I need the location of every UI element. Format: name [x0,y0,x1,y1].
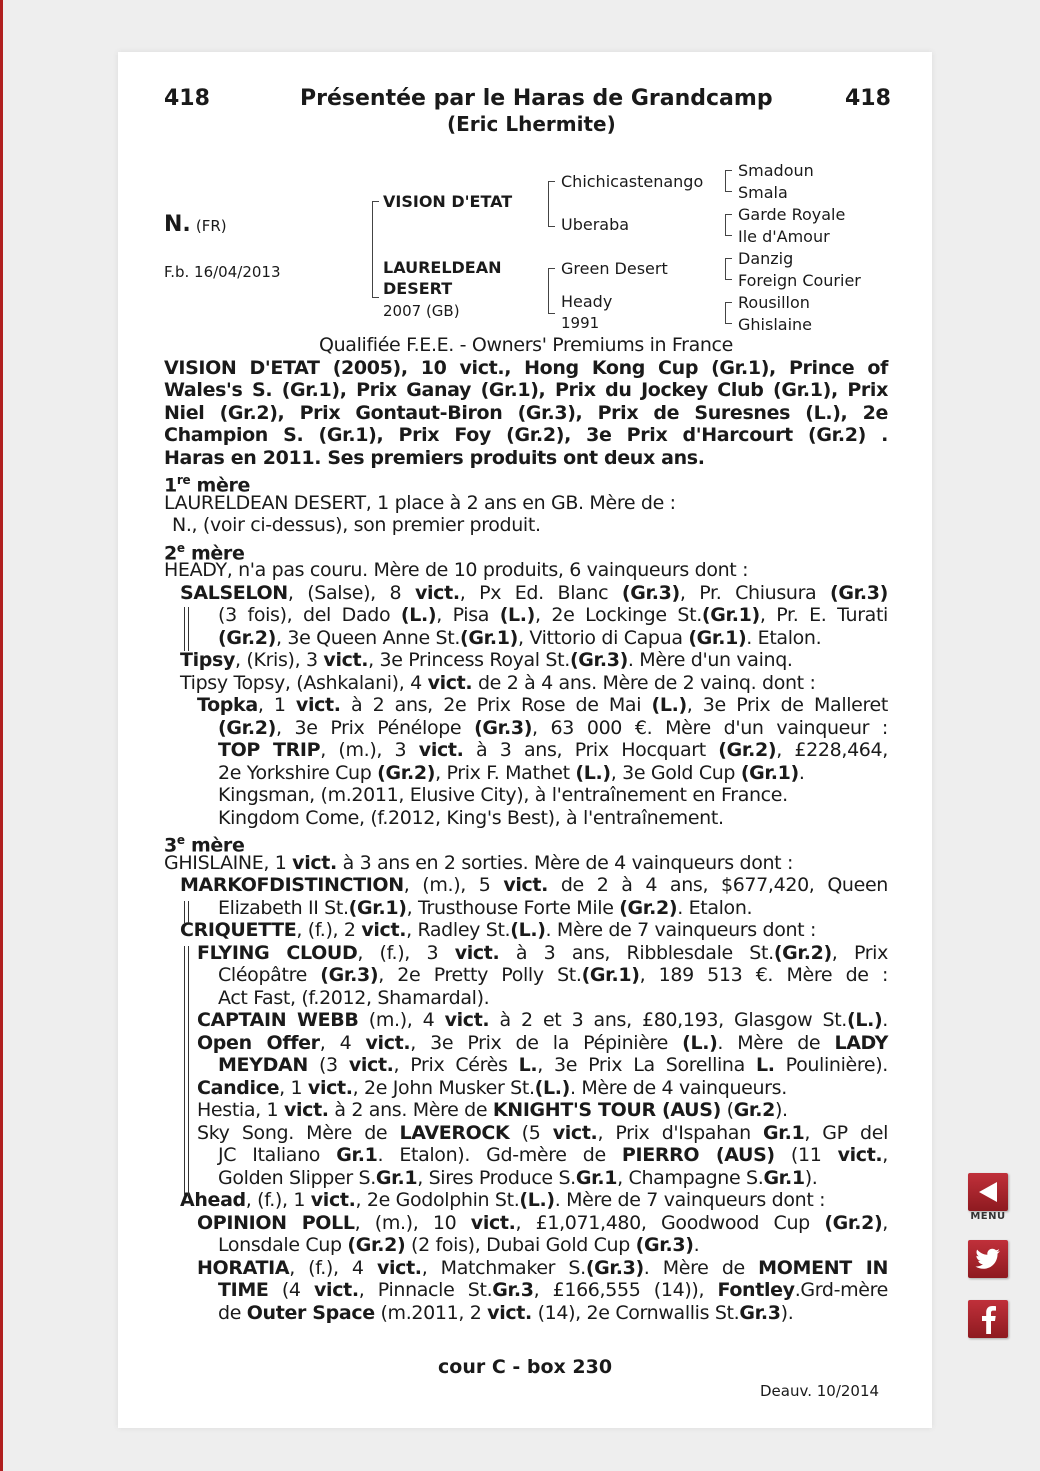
pedigree-bracket-ss [725,170,732,192]
text-run-bold: vict. [470,1211,516,1234]
pedigree-bracket-dd [725,302,732,324]
second-dam-record: HEADY, n'a pas couru. Mère de 10 produits, 6 vainqueurs dont : [164,559,749,581]
text-run: , (f.), 3 [357,941,455,964]
text-run: ). [774,1099,788,1121]
text-run: , (f.), 4 [289,1256,377,1279]
text-run: . Etalon). Gd-mère de [377,1144,622,1166]
pedigree-dd-sire: Rousillon [738,293,810,312]
text-run: à 3 ans, Ribblesdale St. [499,941,774,964]
heading-suffix: e [176,540,185,555]
heading-word: mère [190,834,245,857]
text-run: , 3e Prix Pénélope [275,716,475,739]
text-run: , (f.), 1 [245,1189,311,1211]
text-run-bold: (Gr.2) [718,739,777,761]
text-run: JC Italiano [218,1144,337,1166]
lot-number-left: 418 [164,86,210,111]
text-run-bold: (Gr.2) [824,1211,883,1234]
text-run: , Champagne S. [617,1166,764,1189]
text-run: , £1,071,480, Goodwood Cup [515,1211,825,1234]
text-run-bold: Gr.1 [375,1166,418,1189]
text-run-bold: LADY [834,1031,888,1054]
text-run: (2 fois), Dubai Gold Cup [405,1234,636,1256]
pedigree-sire-dam: Uberaba [561,215,630,234]
sire-record-line: Haras en 2011. Ses premiers produits ont deux ans. [164,446,705,469]
text-run: , (Kris), 3 [235,649,324,671]
heading-number: 1 [164,474,177,497]
text-run-bold: vict. [503,874,549,896]
text-run: , Prix d'Ispahan [597,1121,764,1144]
text-run-bold: (Gr.1) [581,964,640,986]
produce-line [164,942,888,965]
pedigree-sd-sire: Garde Royale [738,205,846,224]
first-dam-heading [164,469,888,497]
produce-line [164,1122,888,1145]
text-run: , 3e Prix de Malleret [686,694,888,716]
text-run-bold: (Gr.3) [830,581,889,604]
text-run: , 2e Pretty Polly St. [378,964,582,986]
produce-markofdistinction [164,874,888,919]
text-run-bold: (Gr.3) [585,1256,644,1279]
text-run-bold: vict. [427,671,473,694]
text-run-bold: L. [518,1054,538,1076]
text-run: , £228,464, [776,739,888,761]
text-run-bold: vict. [365,1031,411,1054]
text-run-bold: TOP TRIP [218,739,321,761]
text-run: , 2e Godolphin St. [355,1189,520,1211]
text-run-bold: (L.) [510,919,546,941]
produce-ahead [164,1189,888,1212]
produce-bar [184,901,189,923]
text-run-bold: Fontley [717,1279,795,1301]
produce-line [164,807,888,830]
text-run-bold: (L.) [534,1076,570,1099]
text-run: (14), 2e Cornwallis St. [531,1301,740,1324]
third-dam-heading [164,829,888,857]
produce-line [164,1077,888,1100]
text-run: Cléopâtre [218,964,321,986]
text-run: (4 [268,1279,315,1301]
text-run-bold: vict. [310,1189,356,1211]
text-run-bold: (Gr.2) [377,761,436,784]
pedigree-ds-sire: Danzig [738,249,794,268]
text-run: , Pinnacle St. [358,1279,493,1301]
text-run: Hestia, 1 [197,1099,284,1121]
text-run: (11 [774,1144,838,1166]
text-run: , (m.), 10 [354,1211,471,1234]
text-run-bold: (Gr.2) [218,716,276,739]
text-run: . Mère de 4 vainqueurs. [569,1076,787,1099]
text-run: , (m.), 3 [320,739,419,761]
pedigree-sd-dam: Ile d'Amour [738,227,830,246]
text-run: . [882,1009,888,1031]
text-run-bold: FLYING CLOUD [197,941,358,964]
text-run: , Pisa [436,604,500,626]
text-run: , £166,555 (14)), [533,1279,718,1301]
text-run: de 2 à 4 ans, $677,420, Queen [548,874,888,896]
produce-salselon [164,582,888,650]
text-run: .Grd-mère [794,1279,888,1301]
produce-flying-cloud [164,942,888,1010]
text-run-bold: Topka [197,694,258,716]
horse-country: (FR) [195,217,227,235]
pedigree-dam-dam: Heady [561,292,613,311]
produce-hestia [164,1099,888,1122]
produce-line [164,1302,888,1325]
menu-label: MENU [970,1211,1006,1222]
text-run: à 2 ans, 2e Prix Rose de Mai [340,694,652,716]
text-run-bold: KNIGHT'S TOUR (AUS) [492,1099,721,1121]
text-run: Act Fast, (f.2012, Shamardal). [218,986,490,1009]
text-run: , Pr. Chiusura [679,581,831,604]
produce-line [164,1167,888,1190]
text-run: , 1 [257,694,296,716]
facebook-icon [978,1304,998,1334]
horse-details: F.b. 16/04/2013 [164,263,281,281]
produce-line [164,964,888,987]
sale-reference: Deauv. 10/2014 [760,1382,880,1400]
pedigree-bracket-dam [548,268,555,314]
produce-line [164,1032,888,1055]
produce-horatia [164,1257,888,1325]
text-run-bold: (Gr.3) [635,1234,694,1256]
text-run: , Prix F. Mathet [435,761,576,784]
text-run: à 3 ans, Prix Hocquart [463,739,719,761]
text-run-bold: vict. [348,1054,394,1076]
text-run: Lonsdale Cup [218,1234,348,1256]
text-run-bold: Candice [197,1076,280,1099]
produce-line [164,1234,888,1257]
text-run-bold: OPINION POLL [197,1211,355,1234]
text-run-bold: (Gr.3) [320,964,379,986]
text-run: Kingsman, (m.2011, Elusive City), à l'entraînement en France. [218,784,788,806]
text-run-bold: vict. [307,1076,353,1099]
catalogue-body [164,334,888,1324]
first-dam-produce: N., (voir ci-dessus), son premier produit. [172,514,541,536]
text-run-bold: vict. [292,851,337,874]
text-run: , Vittorio di Capua [518,626,689,649]
menu-button[interactable] [968,1173,1008,1211]
pedigree-ss-dam: Smala [738,183,788,202]
text-run-bold: (Gr.3) [474,716,533,739]
text-run-bold: vict. [444,1009,490,1031]
produce-line [164,1099,888,1122]
produce-opinion-poll [164,1212,888,1257]
text-run: . Etalon. [677,896,753,919]
pedigree-sire-sire: Chichicastenango [561,172,704,191]
heading-word: mère [196,474,251,497]
produce-topka [164,694,888,829]
produce-line [164,739,888,762]
heading-number: 2 [164,541,177,564]
text-run-bold: (Gr.1) [740,761,799,784]
text-run: Golden Slipper S. [218,1166,376,1189]
produce-tipsy-topsy [164,672,888,695]
text-run-bold: (L.) [651,694,687,716]
text-run-bold: vict. [837,1144,883,1166]
text-run-bold: Outer Space [246,1301,375,1324]
produce-tipsy [164,649,888,672]
text-run-bold: MARKOFDISTINCTION [180,874,404,896]
text-run: , 189 513 €. Mère de : [639,964,889,986]
text-run: , 3e Gold Cup [610,761,741,784]
text-run: , 63 000 €. Mère d'un vainqueur : [532,716,888,739]
text-run: , Prix [831,941,888,964]
text-run: Elizabeth II St. [218,896,349,919]
text-run-bold: Gr.3 [492,1279,534,1301]
text-run: . Mère d'un vainq. [627,649,793,671]
text-run: (3 fois), del Dado [218,604,401,626]
text-run-bold: (L.) [499,604,536,626]
text-run-bold: Open Offer [197,1031,320,1054]
text-run: Sky Song. Mère de [197,1121,400,1144]
text-run: , 3e Queen Anne St. [275,626,461,649]
text-run: (3 [307,1054,349,1076]
pedigree-bracket-sire [548,181,555,227]
text-run-bold: LAVEROCK [399,1121,510,1144]
produce-line [164,717,888,740]
produce-line [164,1144,888,1167]
text-run-bold: Gr.1 [336,1144,378,1166]
text-run: , Matchmaker S. [421,1256,586,1279]
text-run: Poulinière). [774,1054,888,1076]
text-run-bold: (Gr.1) [688,626,747,649]
text-run: . Mère de 7 vainqueurs dont : [545,919,817,941]
text-run-bold: TIME [218,1279,269,1301]
text-run-bold: (Gr.1) [460,626,519,649]
text-run-bold: (L.) [519,1189,555,1211]
text-run: , (m.), 5 [403,874,504,896]
text-run-bold: (L.) [682,1031,718,1054]
pedigree-dam-sire: Green Desert [561,259,668,278]
text-run: , Sires Produce S. [417,1166,576,1189]
produce-line [164,694,888,717]
text-run-bold: PIERRO (AUS) [621,1144,775,1166]
text-run-bold: HORATIA [197,1256,290,1279]
heading-word: mère [190,541,245,564]
produce-line [164,1009,888,1032]
pedigree-dam-line2: DESERT [383,279,453,298]
text-run: , Pr. E. Turati [759,604,888,626]
produce-line [164,762,888,785]
text-run-bold: L. [755,1054,775,1076]
produce-criquette [164,919,888,942]
page-subtitle: (Eric Lhermite) [447,112,616,136]
text-run: Kingdom Come, (f.2012, King's Best), à l'entraînement. [218,806,724,829]
produce-open-offer [164,1032,888,1077]
text-run: à 3 ans en 2 sorties. Mère de 4 vainqueurs dont : [336,851,794,874]
text-run: , 3e Princess Royal St. [368,649,570,671]
text-run-bold: (Gr.1) [701,604,760,626]
qualification-note: Qualifiée F.E.E. - Owners' Premiums in France [319,334,733,356]
second-dam-heading [164,537,888,564]
text-run-bold: (Gr.1) [348,896,407,919]
text-run: . [693,1234,700,1256]
text-run: , 2e Lockinge St. [535,604,702,626]
text-run: . Etalon. [746,626,822,649]
text-run: , (Salse), 8 [287,581,415,604]
sire-record-line: Champion S. (Gr.1), Prix Foy (Gr.2), 3e Prix d'Harcourt (Gr.2) . [164,424,888,446]
produce-line [164,897,888,920]
text-run: (m.), 4 [358,1009,445,1031]
text-run: , Prix Cérès [393,1054,519,1076]
produce-line [164,1189,888,1212]
text-run: , GP del [804,1121,889,1144]
text-run-bold: Gr.2 [733,1099,775,1121]
twitter-button[interactable] [968,1240,1008,1278]
text-run: , 3e Prix de la Pépinière [410,1031,683,1054]
pedigree-dam-line1: LAURELDEAN [383,258,502,277]
text-run: de 2 à 4 ans. Mère de 2 vainq. dont : [472,671,816,694]
pedigree-dam-year: 2007 (GB) [383,302,460,320]
pedigree-dd-dam: Ghislaine [738,315,812,334]
produce-line [164,1054,888,1077]
twitter-icon [974,1247,1002,1271]
produce-line [164,1212,888,1235]
text-run: ). [804,1166,818,1189]
produce-line [164,784,888,807]
first-dam-record: LAURELDEAN DESERT, 1 place à 2 ans en GB. Mère de : [164,491,676,514]
pedigree-ss-sire: Smadoun [738,161,814,180]
text-run-bold: vict. [414,581,460,604]
left-accent-rule [0,0,3,1471]
text-run-bold: vict. [454,941,500,964]
text-run: , 1 [279,1076,308,1099]
text-run-bold: vict. [418,739,464,761]
produce-candice [164,1077,888,1100]
text-run: , Px Ed. Blanc [459,581,622,604]
text-run: , Radley St. [406,919,511,941]
text-run: . Mère de [643,1256,759,1279]
produce-line [164,874,888,897]
produce-captain-webb [164,1009,888,1032]
text-run: , [882,1144,888,1166]
text-run-bold: Ahead [180,1189,246,1211]
text-run: , 2e John Musker St. [352,1076,535,1099]
text-run-bold: Gr.1 [763,1121,805,1144]
text-run-bold: (Gr.2) [619,896,678,919]
pedigree-dam-dam-year: 1991 [561,314,600,332]
produce-line [164,649,888,672]
text-run-bold: Gr.1 [763,1166,805,1189]
text-run-bold: (L.) [400,604,437,626]
text-run-bold: vict. [323,649,369,671]
produce-bar [184,946,189,1196]
produce-line [164,582,888,605]
pedigree-bracket-ds [725,258,732,280]
text-run: . [798,761,805,784]
text-run-bold: (Gr.2) [773,941,832,964]
text-run-bold: CAPTAIN WEBB [197,1009,359,1031]
text-run: ( [720,1099,734,1121]
text-run: (m.2011, 2 [374,1301,488,1324]
text-run: . Mère de 7 vainqueurs dont : [554,1189,826,1211]
text-run-bold: vict. [552,1121,598,1144]
box-location: cour C - box 230 [438,1356,613,1378]
text-run: Tipsy Topsy, (Ashkalani), 4 [180,671,428,694]
text-run-bold: (L.) [847,1009,883,1031]
third-dam-record [164,852,888,875]
horse-identity [164,212,227,237]
text-run-bold: vict. [361,919,407,941]
text-run-bold: Gr.1 [575,1166,618,1189]
text-run: . Mère de [717,1031,835,1054]
text-run-bold: MOMENT IN [758,1256,888,1279]
text-run: (5 [509,1121,553,1144]
heading-suffix: e [176,833,185,847]
pedigree-ds-dam: Foreign Courier [738,271,861,290]
facebook-button[interactable] [968,1300,1008,1338]
pedigree-sire: VISION D'ETAT [383,192,513,211]
text-run-bold: vict. [283,1099,329,1121]
pedigree-bracket-sd [725,214,732,236]
text-run: , (f.), 2 [296,919,362,941]
text-run: à 2 ans. Mère de [328,1099,493,1121]
heading-suffix: re [176,473,191,487]
produce-line [164,672,888,695]
page-title: Présentée par le Haras de Grandcamp [300,86,773,111]
text-run-bold: (Gr.3) [621,581,680,604]
produce-bar [184,607,189,651]
pedigree-bracket-main [372,201,379,298]
text-run-bold: MEYDAN [218,1054,308,1076]
text-run-bold: SALSELON [180,581,288,604]
produce-line [164,1279,888,1302]
text-run: ). [780,1301,794,1324]
back-arrow-icon [975,1179,1001,1205]
text-run: GHISLAINE, 1 [164,851,293,874]
text-run-bold: (Gr.2) [218,626,276,649]
text-run-bold: vict. [295,694,341,716]
produce-sky-song [164,1122,888,1190]
heading-number: 3 [164,834,177,857]
text-run-bold: CRIQUETTE [180,919,297,941]
text-run-bold: vict. [376,1256,422,1279]
text-run-bold: (L.) [575,761,611,784]
produce-line [164,1257,888,1280]
produce-line [164,919,888,942]
text-run-bold: (Gr.3) [569,649,628,671]
sire-record-line: Niel (Gr.2), Prix Gontaut-Biron (Gr.3), Prix de Suresnes (L.), 2e [164,401,888,424]
produce-line [164,987,888,1010]
sire-record-line: Wales's S. (Gr.1), Prix Ganay (Gr.1), Prix du Jockey Club (Gr.1), Prix [164,379,888,401]
text-run: , 3e Prix La Sorellina [537,1054,756,1076]
text-run: , 4 [319,1031,366,1054]
text-run-bold: vict. [314,1279,359,1301]
text-run-bold: Gr.3 [739,1301,781,1324]
text-run-bold: vict. [487,1301,532,1324]
produce-line [164,627,888,650]
text-run-bold: Tipsy [180,649,236,671]
text-run: , [882,1211,888,1234]
text-run: 2e Yorkshire Cup [218,761,378,784]
text-run: à 2 et 3 ans, £80,193, Glasgow St. [489,1009,847,1031]
text-run: de [218,1301,247,1324]
lot-number-right: 418 [845,86,891,111]
sire-record-line: VISION D'ETAT (2005), 10 vict., Hong Kong Cup (Gr.1), Prince of [164,356,888,379]
horse-name: N. [164,212,191,237]
text-run: , Trusthouse Forte Mile [406,896,620,919]
produce-line [164,604,888,627]
text-run-bold: (Gr.2) [347,1234,406,1256]
